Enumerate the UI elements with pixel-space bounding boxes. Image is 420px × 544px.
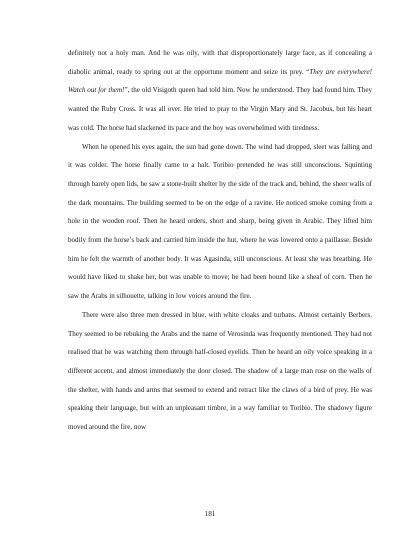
page-number: 181: [204, 510, 216, 518]
body-text: [68, 44, 372, 437]
paragraph-3: [68, 306, 372, 437]
paragraph-2-text: When he opened his eyes again, the sun had gone down. The wind had dropped, sleet was falling and it was colder. The horse finally came to a halt. Toribio pretended he was still unconscious. Squinting through barely open lids, he saw a stone-built shelter by the side of the track and, behind, the sheer walls of the dark mountains. The building seemed to be on the edge of a ravine. He noticed smoke coming from a hole in the wooden roof. Then he heard orders, short and sharp, being given in Arabic. They lifted him bodily from the horse’s back and carried him inside the hut, where he was lowered onto a paillasse. Beside him he felt the warmth of another body. It was Agasinda, still unconscious. At least she was breathing. He would have liked to shake her, but was unable to move; he had been bound like a sheaf of corn. Then he saw the Arabs in silhouette, talking in low voices around the fire.: [68, 142, 372, 301]
paragraph-2: [68, 138, 372, 306]
paragraph-1-text-start: definitely not a holy man. And he was oily, with that disproportionately large face, as if concealing a diabolic animal, ready to spring out at the opportune moment and seize its prey. “: [68, 49, 372, 76]
paragraph-1: [68, 44, 372, 138]
paragraph-1-text-end: ”, the old Visigoth queen had told him. Now he understood. They had found him. They wanted the Ruby Cross. It was all over. He tried to pray to the Virgin Mary and St. Jacobus, but his heart was cold. The horse had slackened its pace and the boy was overwhelmed with tiredness.: [68, 86, 372, 132]
quoted-warning: They are everywhere! Watch out for them!: [68, 67, 372, 95]
paragraph-3-text: There were also three men dressed in blue, with white cloaks and turbans. Almost certainly Berbers. They seemed to be rebuking the Arabs and the name of Verosinda was frequently mentioned. They had not realised that he was watching them through half-closed eyelids. Then he heard an oily voice speaking in a different accent, and almost immediately the door closed. The shadow of a large man rose on the walls of the shelter, with hands and arms that seemed to extend and retract like the claws of a bird of prey. He was speaking their language, but with an unpleasant timbre, in a way familiar to Toribio. The shadowy figure moved around the fire, now: [68, 310, 372, 432]
